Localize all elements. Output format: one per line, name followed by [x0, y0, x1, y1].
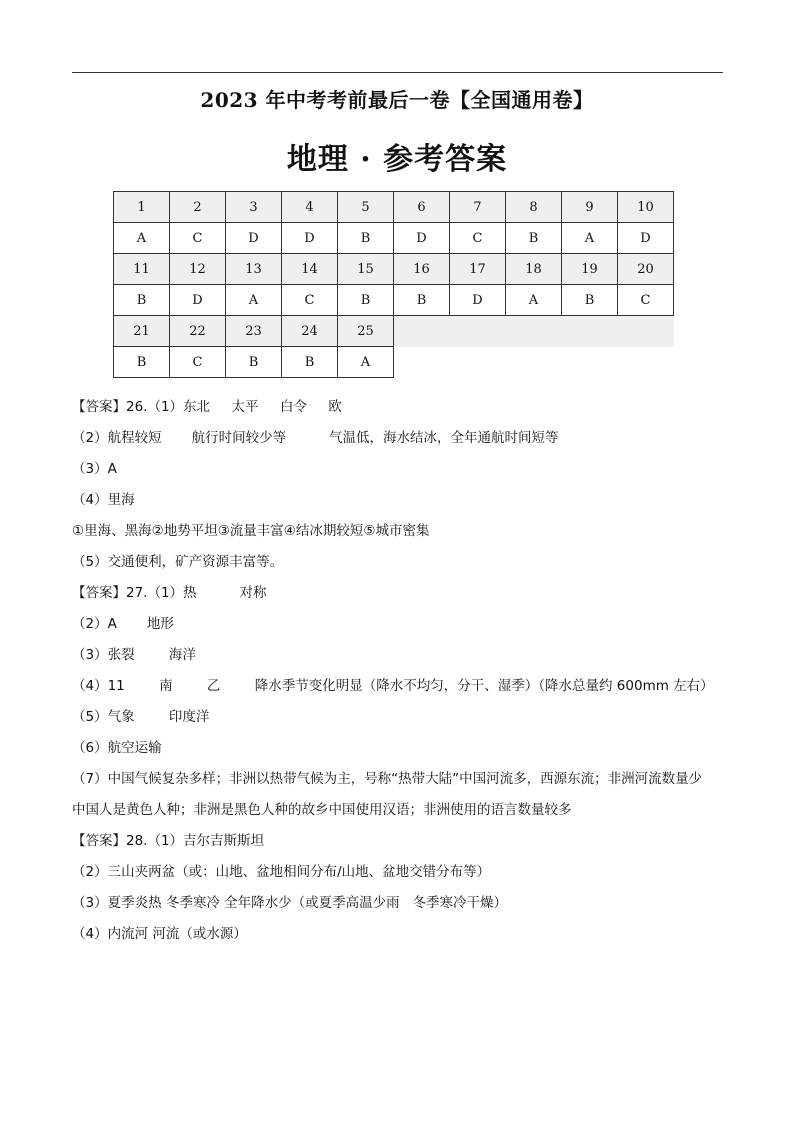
- answer-cell: A: [338, 347, 394, 378]
- question-number-row: [114, 192, 674, 223]
- answer-row: [114, 223, 674, 254]
- answer-line: （2）三山夹两盆（或：山地、盆地相间分布/山地、盆地交错分布等）: [72, 864, 491, 880]
- answer-cell: B: [282, 347, 338, 378]
- empty-cell: [562, 347, 618, 378]
- answer-table: [113, 191, 674, 378]
- answer-cell: D: [282, 223, 338, 254]
- answer-cell: B: [562, 285, 618, 316]
- question-number-cell: 10: [618, 192, 674, 223]
- question-number-cell: 22: [170, 316, 226, 347]
- answer-cell: C: [170, 223, 226, 254]
- answer-cell: B: [114, 347, 170, 378]
- empty-cell: [450, 316, 506, 347]
- answer-cell: C: [282, 285, 338, 316]
- empty-cell: [506, 347, 562, 378]
- answer-line: （3）A: [72, 461, 117, 477]
- page-title: 2023 年中考考前最后一卷【全国通用卷】: [200, 88, 594, 112]
- question-number-cell: 18: [506, 254, 562, 285]
- answer-cell: D: [394, 223, 450, 254]
- answer-line: 【答案】26.（1）东北 太平 白令 欧: [72, 399, 342, 415]
- answer-cell: C: [618, 285, 674, 316]
- answer-line: 【答案】28.（1）吉尔吉斯斯坦: [72, 833, 265, 849]
- header-rule: [72, 72, 723, 73]
- answer-cell: B: [114, 285, 170, 316]
- answer-line: （4）里海: [72, 492, 135, 508]
- answer-line: （4）内流河 河流（或水源）: [72, 926, 247, 942]
- answer-line: （2）A 地形: [72, 616, 174, 632]
- answer-line: ①里海、黑海②地势平坦③流量丰富④结冰期较短⑤城市密集: [72, 523, 430, 539]
- question-number-cell: 15: [338, 254, 394, 285]
- question-number-cell: 11: [114, 254, 170, 285]
- answer-line: （5）气象 印度洋: [72, 709, 210, 725]
- question-number-cell: 1: [114, 192, 170, 223]
- answer-cell: D: [618, 223, 674, 254]
- empty-cell: [562, 316, 618, 347]
- empty-cell: [618, 316, 674, 347]
- answer-line: 【答案】27.（1）热 对称: [72, 585, 267, 601]
- question-number-cell: 13: [226, 254, 282, 285]
- answer-line: （7）中国气候复杂多样；非洲以热带气候为主，号称“热带大陆”中国河流多，西源东流；非洲河流数量少: [72, 771, 703, 787]
- answer-cell: C: [450, 223, 506, 254]
- question-number-cell: 9: [562, 192, 618, 223]
- empty-cell: [450, 347, 506, 378]
- question-number-cell: 21: [114, 316, 170, 347]
- question-number-cell: 6: [394, 192, 450, 223]
- question-number-cell: 2: [170, 192, 226, 223]
- question-number-row: [114, 316, 674, 347]
- question-number-cell: 17: [450, 254, 506, 285]
- answer-row: [114, 285, 674, 316]
- answer-cell: B: [226, 347, 282, 378]
- question-number-cell: 8: [506, 192, 562, 223]
- answer-cell: D: [450, 285, 506, 316]
- answer-row: [114, 347, 674, 378]
- empty-cell: [506, 316, 562, 347]
- answer-line: （3）夏季炎热 冬季寒冷 全年降水少（或夏季高温少雨 冬季寒冷干燥）: [72, 895, 508, 911]
- empty-cell: [394, 347, 450, 378]
- answer-line: （6）航空运输: [72, 740, 162, 756]
- answer-cell: A: [114, 223, 170, 254]
- question-number-cell: 4: [282, 192, 338, 223]
- answer-cell: B: [506, 223, 562, 254]
- answer-cell: A: [562, 223, 618, 254]
- question-number-cell: 16: [394, 254, 450, 285]
- question-number-row: [114, 254, 674, 285]
- answer-line: （2）航程较短 航行时间较少等 气温低，海水结冰，全年通航时间短等: [72, 430, 559, 446]
- answer-cell: A: [226, 285, 282, 316]
- answer-cell: B: [394, 285, 450, 316]
- question-number-cell: 19: [562, 254, 618, 285]
- question-number-cell: 12: [170, 254, 226, 285]
- empty-cell: [618, 347, 674, 378]
- answer-cell: D: [170, 285, 226, 316]
- answer-cell: A: [506, 285, 562, 316]
- question-number-cell: 5: [338, 192, 394, 223]
- page-subtitle: 地理 · 参考答案: [286, 142, 508, 177]
- answer-cell: B: [338, 223, 394, 254]
- question-number-cell: 25: [338, 316, 394, 347]
- answer-cell: C: [170, 347, 226, 378]
- answer-body: [72, 392, 732, 950]
- answer-line: （5）交通便利，矿产资源丰富等。: [72, 554, 284, 570]
- empty-cell: [394, 316, 450, 347]
- answer-cell: D: [226, 223, 282, 254]
- question-number-cell: 23: [226, 316, 282, 347]
- question-number-cell: 24: [282, 316, 338, 347]
- answer-cell: B: [338, 285, 394, 316]
- answer-line: 中国人是黄色人种；非洲是黑色人种的故乡中国使用汉语；非洲使用的语言数量较多: [72, 802, 572, 818]
- question-number-cell: 14: [282, 254, 338, 285]
- question-number-cell: 20: [618, 254, 674, 285]
- question-number-cell: 3: [226, 192, 282, 223]
- question-number-cell: 7: [450, 192, 506, 223]
- answer-line: （3）张裂 海洋: [72, 647, 196, 663]
- answer-line: （4）11 南 乙 降水季节变化明显（降水不均匀，分干、湿季）（降水总量约 600mm 左右）: [72, 678, 714, 694]
